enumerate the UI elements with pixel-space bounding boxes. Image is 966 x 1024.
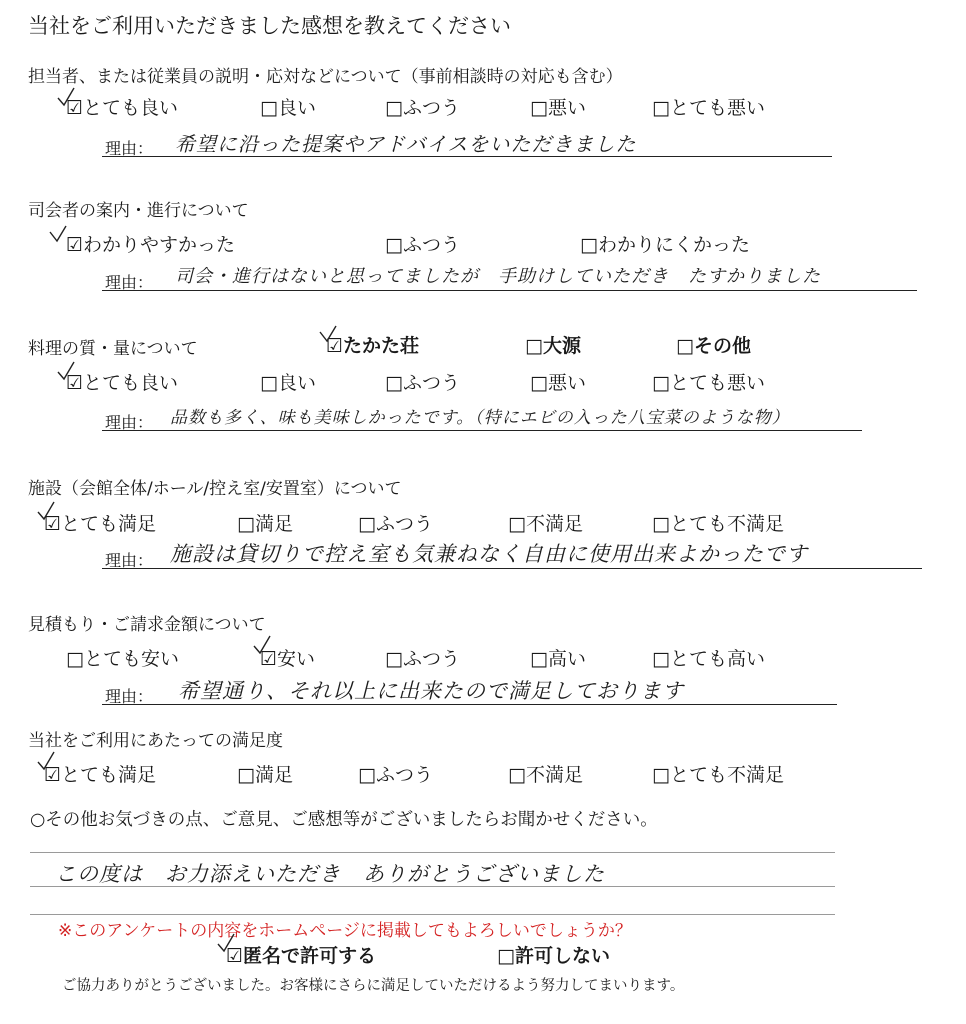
option-facility-unsatisfied[interactable]: □不満足 <box>508 513 583 535</box>
question-facility: 施設（会館全体/ホール/控え室/安置室）について <box>28 479 402 499</box>
reason-underline <box>102 430 862 431</box>
option-price-very-cheap[interactable]: □とても安い <box>66 648 179 670</box>
reason-underline <box>102 704 837 705</box>
option-facility-very-unsatisfied[interactable]: □とても不満足 <box>652 513 784 535</box>
comment-ruled-line <box>30 886 835 887</box>
checkmark-icon <box>36 750 56 772</box>
comment-text: この度は お力添えいただき ありがとうございました <box>55 862 605 886</box>
question-estimate: 見積もり・ご請求金額について <box>28 615 266 635</box>
option-food-normal[interactable]: □ふつう <box>385 372 460 394</box>
footer-thanks: ご協力ありがとうございました。お客様にさらに満足していただけるよう努力してまいります。 <box>62 978 685 994</box>
option-staff-very-bad[interactable]: □とても悪い <box>652 97 765 119</box>
venue-daigen[interactable]: □大源 <box>525 335 581 357</box>
venue-other[interactable]: □その他 <box>676 335 751 357</box>
reason-underline <box>102 290 917 291</box>
option-food-very-good[interactable]: ☑とても良い <box>66 372 179 394</box>
option-facility-satisfied[interactable]: □満足 <box>237 513 293 535</box>
permission-deny[interactable]: □許可しない <box>497 945 610 967</box>
reason-underline <box>102 156 832 157</box>
option-overall-satisfied[interactable]: □満足 <box>237 764 293 786</box>
option-price-cheap[interactable]: ☑安い <box>260 648 316 670</box>
comment-ruled-line <box>30 914 835 915</box>
option-facility-normal[interactable]: □ふつう <box>358 513 433 535</box>
question-overall: 当社をご利用にあたっての満足度 <box>28 731 283 751</box>
permission-anonymous[interactable]: ☑匿名で許可する <box>226 945 377 967</box>
option-price-normal[interactable]: □ふつう <box>385 648 460 670</box>
option-food-bad[interactable]: □悪い <box>530 372 586 394</box>
reason-underline <box>102 568 922 569</box>
option-overall-unsatisfied[interactable]: □不満足 <box>508 764 583 786</box>
option-facility-very-satisfied[interactable]: ☑とても満足 <box>44 513 157 535</box>
option-staff-normal[interactable]: □ふつう <box>385 97 460 119</box>
option-mc-normal[interactable]: □ふつう <box>385 234 460 256</box>
survey-title: 当社をご利用いただきました感想を教えてください <box>28 14 511 38</box>
reason-label: 理由： <box>105 273 154 292</box>
reason-facility: 施設は貸切りで控え室も気兼ねなく自由に使用出来よかったです <box>170 542 808 566</box>
option-overall-normal[interactable]: □ふつう <box>358 764 433 786</box>
reason-label: 理由： <box>105 139 154 158</box>
option-staff-very-good[interactable]: ☑とても良い <box>66 97 179 119</box>
question-staff: 担当者、または従業員の説明・応対などについて（事前相談時の対応も含む） <box>28 67 623 87</box>
checkmark-icon <box>216 932 236 954</box>
reason-label: 理由： <box>105 413 154 432</box>
option-price-very-expensive[interactable]: □とても高い <box>652 648 765 670</box>
option-food-good[interactable]: □良い <box>260 372 316 394</box>
reason-label: 理由： <box>105 687 154 706</box>
option-mc-unclear[interactable]: □わかりにくかった <box>580 234 750 256</box>
checkmark-icon <box>318 322 338 344</box>
reason-label: 理由： <box>105 551 154 570</box>
question-food: 料理の質・量について <box>28 339 198 359</box>
reason-estimate: 希望通り、それ以上に出来たので満足しております <box>178 679 684 703</box>
option-food-very-bad[interactable]: □とても悪い <box>652 372 765 394</box>
option-overall-very-satisfied[interactable]: ☑とても満足 <box>44 764 157 786</box>
checkmark-icon <box>48 222 68 244</box>
option-overall-very-unsatisfied[interactable]: □とても不満足 <box>652 764 784 786</box>
permission-question: ※このアンケートの内容をホームページに掲載してもよろしいでしょうか？ <box>58 921 632 941</box>
question-mc: 司会者の案内・進行について <box>28 201 249 221</box>
option-staff-good[interactable]: □良い <box>260 97 316 119</box>
checkmark-icon <box>56 360 76 382</box>
option-price-expensive[interactable]: □高い <box>530 648 586 670</box>
venue-takatasou[interactable]: ☑たかた荘 <box>326 335 420 357</box>
checkmark-icon <box>56 86 76 108</box>
reason-food: 品数も多く、味も美味しかったです。（特にエビの入った八宝菜のような物） <box>170 408 790 428</box>
reason-mc: 司会・進行はないと思ってましたが 手助けしていただき たすかりました <box>175 266 821 287</box>
comment-ruled-line <box>30 852 835 853</box>
comments-prompt: ○その他お気づきの点、ご意見、ご感想等がございましたらお聞かせください。 <box>30 810 658 830</box>
checkmark-icon <box>36 500 56 522</box>
checkmark-icon <box>252 634 272 656</box>
option-mc-clear[interactable]: ☑わかりやすかった <box>66 234 236 256</box>
option-staff-bad[interactable]: □悪い <box>530 97 586 119</box>
reason-staff: 希望に沿った提案やアドバイスをいただきました <box>175 132 637 156</box>
